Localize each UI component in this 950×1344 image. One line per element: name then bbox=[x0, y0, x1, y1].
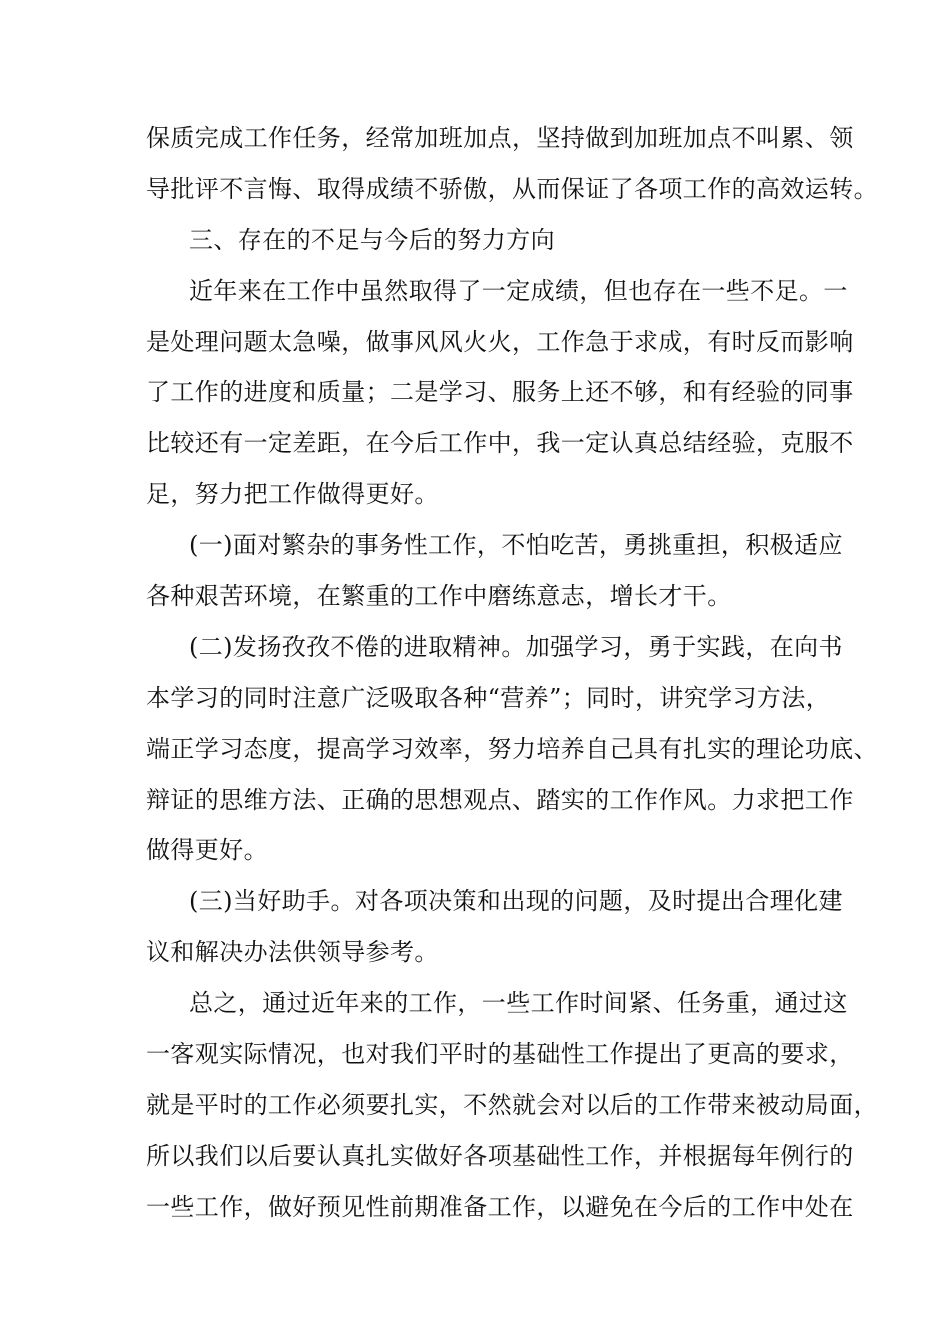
text-line: 辩证的思维方法、正确的思想观点、踏实的工作作风。力求把工作 bbox=[146, 786, 854, 814]
section-heading: 三、存在的不足与今后的努力方向 bbox=[189, 226, 555, 254]
text-line: 总之，通过近年来的工作，一些工作时间紧、任务重，通过这 bbox=[189, 989, 848, 1017]
text-line: 一些工作，做好预见性前期准备工作，以避免在今后的工作中处在 bbox=[146, 1193, 854, 1221]
text-line: 就是平时的工作必须要扎实，不然就会对以后的工作带来被动局面， bbox=[146, 1091, 878, 1119]
list-item-2: (二)发扬孜孜不倦的进取精神。加强学习，勇于实践，在向书 bbox=[189, 633, 843, 661]
text-line: 各种艰苦环境，在繁重的工作中磨练意志，增长才干。 bbox=[146, 582, 732, 610]
text-line: 导批评不言悔、取得成绩不骄傲，从而保证了各项工作的高效运转。 bbox=[146, 175, 878, 203]
text-line: 是处理问题太急噪，做事风风火火，工作急于求成，有时反而影响 bbox=[146, 328, 854, 356]
text-line: 议和解决办法供领导参考。 bbox=[146, 938, 439, 966]
list-item-1: (一)面对繁杂的事务性工作，不怕吃苦，勇挑重担，积极适应 bbox=[189, 531, 843, 559]
text-line: 近年来在工作中虽然取得了一定成绩，但也存在一些不足。一 bbox=[189, 277, 848, 305]
text-line: 所以我们以后要认真扎实做好各项基础性工作，并根据每年例行的 bbox=[146, 1142, 854, 1170]
text-line: 了工作的进度和质量；二是学习、服务上还不够，和有经验的同事 bbox=[146, 378, 854, 406]
text-line: 足，努力把工作做得更好。 bbox=[146, 480, 439, 508]
text-line: 比较还有一定差距，在今后工作中，我一定认真总结经验，克服不 bbox=[146, 429, 854, 457]
text-line: 做得更好。 bbox=[146, 836, 268, 864]
list-item-3: (三)当好助手。对各项决策和出现的问题，及时提出合理化建 bbox=[189, 887, 843, 915]
text-line: 端正学习态度，提高学习效率，努力培养自己具有扎实的理论功底、 bbox=[146, 735, 878, 763]
text-line: 一客观实际情况，也对我们平时的基础性工作提出了更高的要求， bbox=[146, 1040, 854, 1068]
text-line: 本学习的同时注意广泛吸取各种“营养”；同时，讲究学习方法， bbox=[146, 684, 831, 712]
text-line: 保质完成工作任务，经常加班加点，坚持做到加班加点不叫累、领 bbox=[146, 124, 854, 152]
